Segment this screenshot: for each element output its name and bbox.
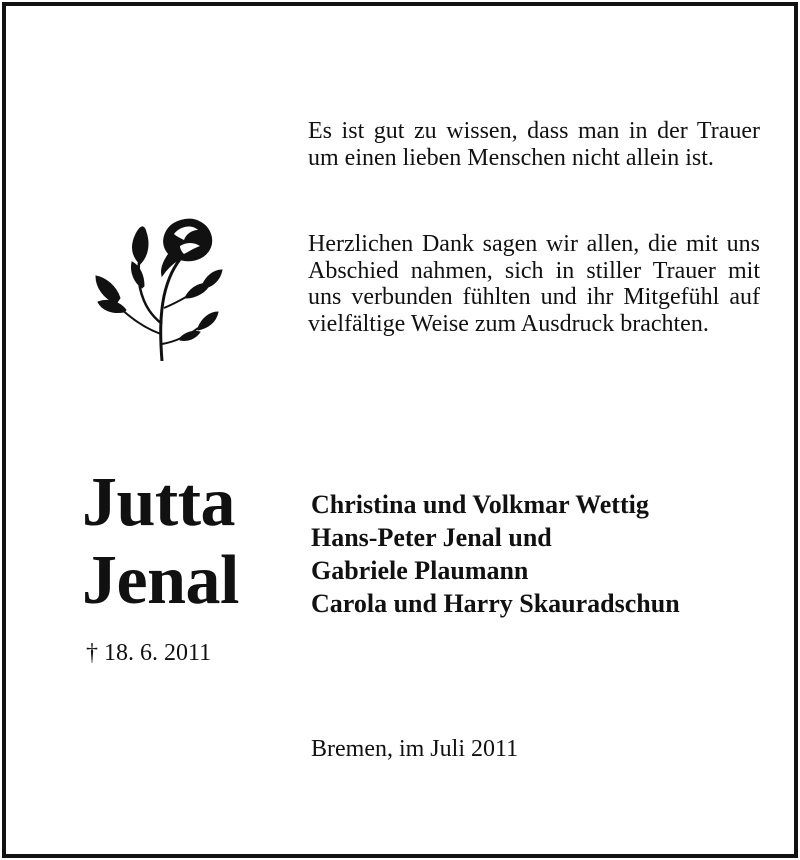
mourner-line: Christina und Volkmar Wettig bbox=[311, 490, 649, 519]
mourner-line: Hans-Peter Jenal und bbox=[311, 523, 552, 552]
deceased-last-name: Jenal bbox=[82, 542, 239, 619]
mourners-list bbox=[311, 488, 680, 620]
thanks-paragraph: Herzlichen Dank sagen wir allen, die mit uns Abschied nahmen, sich in stiller Trauer mit uns verbunden fühlten und ihr Mitgefühl auf vielfältige Weise zum Ausdruck brachten. bbox=[308, 231, 760, 337]
place-date: Bremen, im Juli 2011 bbox=[311, 736, 519, 762]
rose-icon bbox=[94, 216, 224, 361]
death-date: † 18. 6. 2011 bbox=[86, 640, 212, 666]
mourner-line: Gabriele Plaumann bbox=[311, 556, 529, 585]
notice-frame bbox=[2, 2, 798, 858]
intro-paragraph: Es ist gut zu wissen, dass man in der Trauer um einen lieben Menschen nicht allein ist. bbox=[308, 118, 760, 171]
mourner-line: Carola und Harry Skauradschun bbox=[311, 589, 680, 618]
deceased-first-name: Jutta bbox=[82, 464, 236, 541]
